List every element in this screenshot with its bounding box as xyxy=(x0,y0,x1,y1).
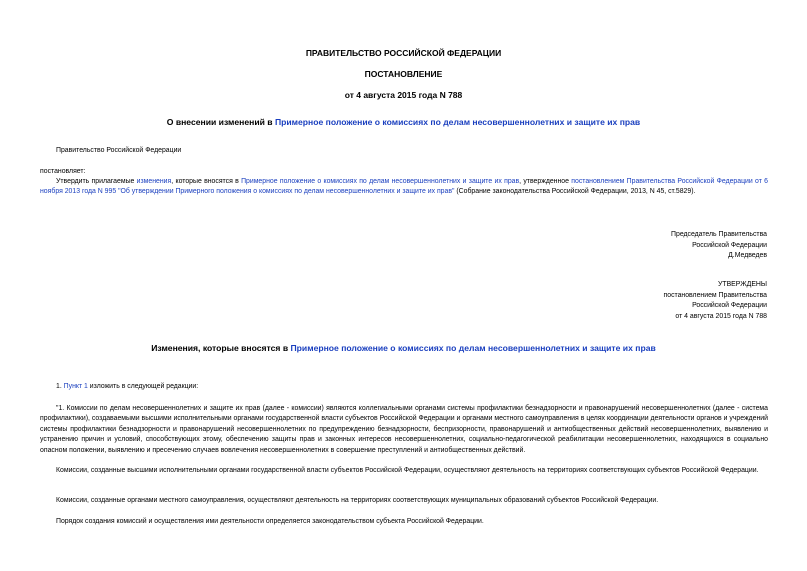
regulation-link[interactable]: Примерное положение о комиссиях по делам несовершеннолетних и защите их прав xyxy=(241,178,520,185)
approval-block xyxy=(664,280,768,322)
quote-paragraph-3: Комиссии, созданные органами местного самоуправления, осуществляют деятельность на территориях соответствующих муниципальных образований субъектов Российской Федерации. xyxy=(56,497,659,504)
quote-paragraph-2: Комиссии, созданные высшими исполнительными органами государственной власти субъектов Российской Федерации, осуществляют деятельность на территориях соответствующих субъектов Российской Федерации. xyxy=(56,467,759,474)
document-title xyxy=(0,117,807,127)
decrees-text: постановляет: xyxy=(40,168,86,175)
approval-line-1: УТВЕРЖДЕНЫ xyxy=(718,281,767,288)
decree-paragraph: Утвердить прилагаемые изменения, которые вносятся в Примерное положение о комиссиях по делам несовершеннолетних и защите их прав, утвержденное постановлением Правительства Российской Федерации от 6 ноября 2013 года N 995 "Об утверждении Примерного положения о комиссиях по делам несовершеннолетних и защите их прав" (Собрание законодательства Российской Федерации, 2013, N 45, ст.5829). xyxy=(40,178,768,196)
changes-title-prefix: Изменения, которые вносятся в xyxy=(151,343,291,353)
quote-paragraph-1: "1. Комиссии по делам несовершеннолетних и защите их прав (далее - комиссии) являются коллегиальными органами системы профилактики безнадзорности и правонарушений несовершеннолетних (далее - система профилактики), создаваемыми высшими исполнительными органами государственной власти субъектов Российской Федерации и органами местного самоуправления в целях координации деятельности органов и учреждений системы профилактики безнадзорности и правонарушений несовершеннолетних по предупреждению безнадзорности, беспризорности, правонарушений и антиобщественных действий несовершеннолетних, выявлению и устранению причин и условий, способствующих этому, обеспечению защиты прав и законных интересов несовершеннолетних, социально-педагогической реабилитации несовершеннолетних, находящихся в социально опасном положении, выявлению и пресечению случаев вовлечения несовершеннолетних в совершение преступлений и антиобщественных действий. xyxy=(40,405,768,454)
item-1-instruction: 1. Пункт 1 изложить в следующей редакции: xyxy=(56,383,199,390)
signature-line-2: Российской Федерации xyxy=(692,241,767,249)
item-1-link[interactable]: Пункт 1 xyxy=(63,383,88,390)
changes-title-link[interactable]: Примерное положение о комиссиях по делам несовершеннолетних и защите их прав xyxy=(290,343,656,353)
changes-link[interactable]: изменения xyxy=(136,178,172,185)
approval-line-3: Российской Федерации xyxy=(692,302,767,310)
title-prefix: О внесении изменений в xyxy=(166,117,275,127)
issuer-text: Правительство Российской Федерации xyxy=(56,147,182,154)
resolution-link[interactable]: постановлением Правительства Российской Федерации от 6 ноября 2013 года N 995 "Об утверждении Примерного положения о комиссиях по делам несовершеннолетних и защите их прав" xyxy=(40,178,768,196)
doc-type-heading: ПОСТАНОВЛЕНИЕ xyxy=(364,69,443,79)
approval-line-4: от 4 августа 2015 года N 788 xyxy=(675,312,767,320)
title-link[interactable]: Примерное положение о комиссиях по делам несовершеннолетних и защите их прав xyxy=(274,117,641,127)
approval-line-2: постановлением Правительства xyxy=(663,291,767,299)
changes-title xyxy=(0,343,807,353)
signature-block xyxy=(671,230,767,262)
signature-line-3: Д.Медведев xyxy=(728,252,767,260)
signature-line-1: Председатель Правительства xyxy=(671,231,767,238)
date-number-heading: от 4 августа 2015 года N 788 xyxy=(344,90,463,100)
government-heading: ПРАВИТЕЛЬСТВО РОССИЙСКОЙ ФЕДЕРАЦИИ xyxy=(305,48,502,58)
quote-paragraph-4: Порядок создания комиссий и осуществления ими деятельности определяется законодательством субъекта Российской Федерации. xyxy=(56,518,484,525)
